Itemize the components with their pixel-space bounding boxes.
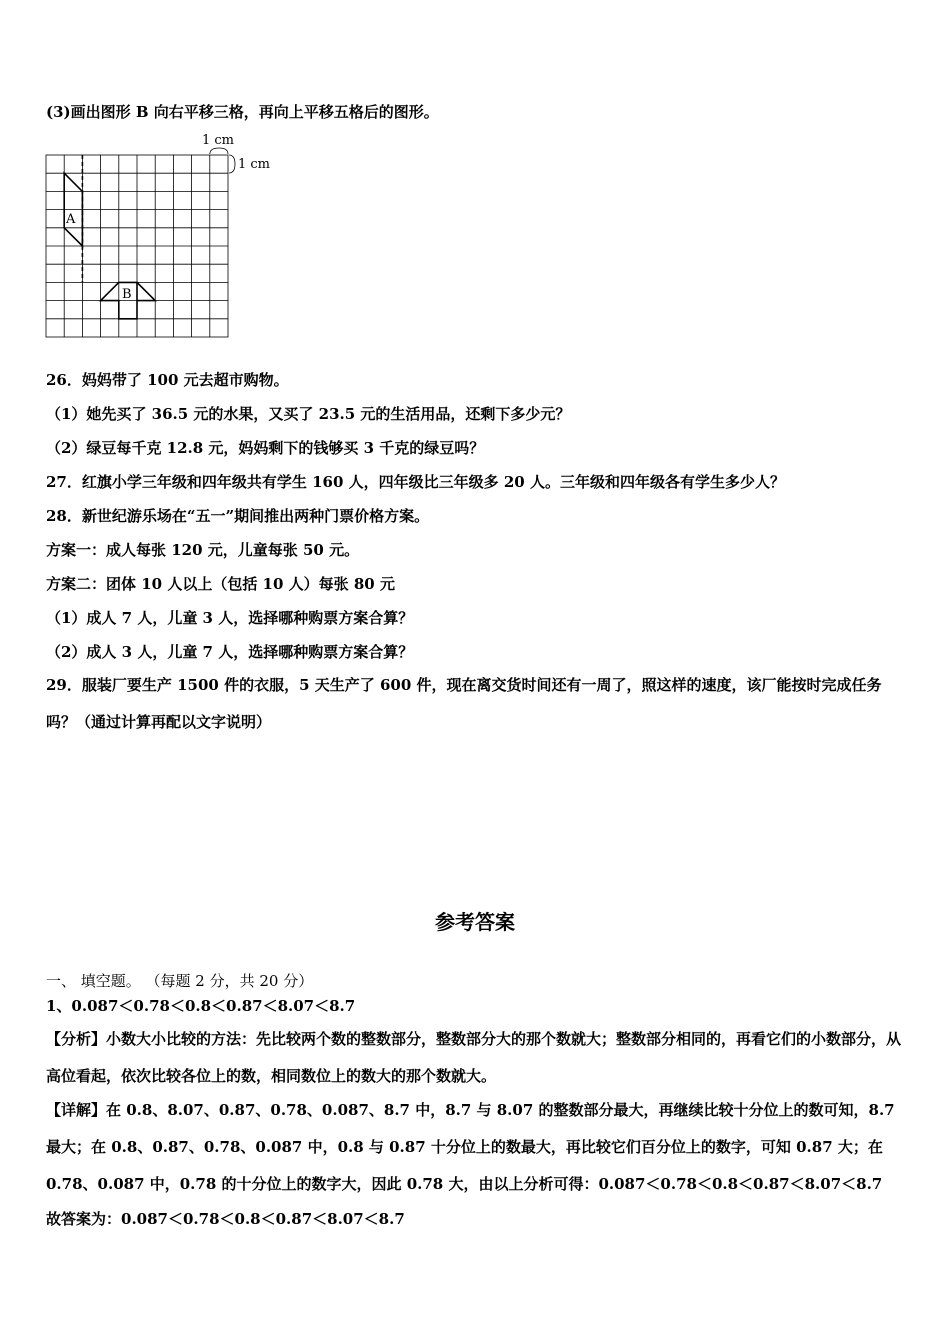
question-26-part1: （1）她先买了 36.5 元的水果，又买了 23.5 元的生活用品，还剩下多少元？ — [46, 405, 571, 423]
question-28-part2: （2）成人 3 人，儿童 7 人，选择哪种购票方案合算？ — [46, 643, 414, 661]
label-a: A — [66, 212, 76, 227]
answer-1-final: 故答案为：0.087＜0.78＜0.8＜0.87＜8.07＜8.7 — [46, 1210, 405, 1228]
label-b: B — [122, 287, 132, 302]
answers-section-1: 一、 填空题。 （每题 2 分，共 20 分） — [46, 972, 314, 990]
question-27: 27．红旗小学三年级和四年级共有学生 160 人，四年级比三年级多 20 人。三年级和四年级各有学生多少人？ — [46, 473, 785, 491]
brace-top — [210, 148, 228, 154]
question-29: 29．服装厂要生产 1500 件的衣服，5 天生产了 600 件，现在离交货时间还有一周了，照这样的速度，该厂能按时完成任务吗？（通过计算再配以文字说明） — [46, 676, 882, 731]
question-28-plan1: 方案一：成人每张 120 元，儿童每张 50 元。 — [46, 541, 360, 559]
question-26-stem: 26．妈妈带了 100 元去超市购物。 — [46, 371, 289, 389]
question-25-part3: (3)画出图形 B 向右平移三格，再向上平移五格后的图形。 — [46, 103, 439, 121]
grid-drawing — [40, 128, 300, 343]
unit-label-top: 1 cm — [202, 133, 235, 148]
question-28-plan2: 方案二：团体 10 人以上（包括 10 人）每张 80 元 — [46, 575, 395, 593]
answer-1-analysis: 【分析】小数大小比较的方法：先比较两个数的整数部分，整数部分大的那个数就大；整数部分相同的，再看它们的小数部分，从高位看起，依次比较各位上的数，相同数位上的数大的那个数就大。 — [46, 1030, 902, 1085]
shape-b-right — [137, 282, 155, 300]
grid-figure — [40, 128, 300, 343]
brace-right — [229, 155, 235, 173]
answer-1-detail: 【详解】在 0.8、8.07、0.87、0.78、0.087、8.7 中，8.7 与 8.07 的整数部分最大，再继续比较十分位上的数可知，8.7 最大；在 0.8、0.87、0.78、0.087 中，0.8 与 0.87 十分位上的数最大，再比较它们百分位上的数字，可知 0.87 大；在 0.78、0.087 中，0.78 的十分位上的数字大，因此 0.78 大，由以上分析可得：0.087＜0.78＜0.8＜0.87＜8.07＜8.7 — [46, 1101, 895, 1193]
question-26-part2: （2）绿豆每千克 12.8 元，妈妈剩下的钱够买 3 千克的绿豆吗？ — [46, 439, 485, 457]
unit-label-right: 1 cm — [238, 157, 271, 172]
answers-title: 参考答案 — [435, 910, 515, 934]
question-28-part1: （1）成人 7 人，儿童 3 人，选择哪种购票方案合算？ — [46, 609, 414, 627]
question-28-stem: 28．新世纪游乐场在“五一”期间推出两种门票价格方案。 — [46, 507, 430, 525]
answer-1: 1、0.087＜0.78＜0.8＜0.87＜8.07＜8.7 — [46, 997, 356, 1015]
